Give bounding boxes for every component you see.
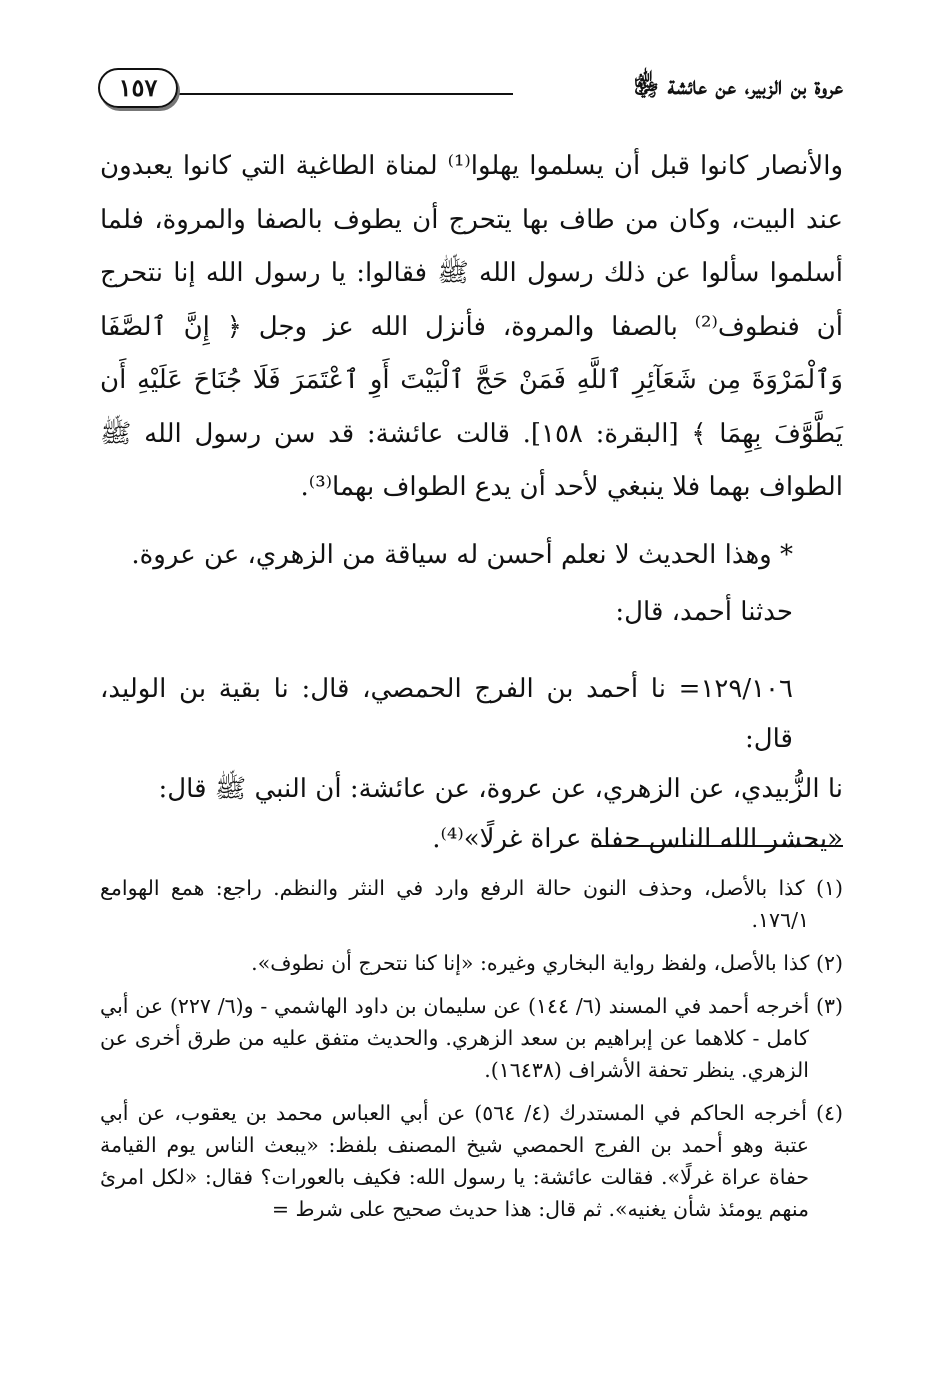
footnote-text: كذا بالأصل، وحذف النون حالة الرفع وارد في النثر والنظم. راجع: همع الهوامع ١٧٦/١. — [100, 876, 809, 932]
hadith-line: «يحشر الله الناس حفاة عراة غرلًا»⁽⁴⁾. — [432, 824, 843, 854]
footnote-text: كذا بالأصل، ولفظ رواية البخاري وغيره: «إنا كنا نتحرج أن نطوف». — [251, 951, 810, 975]
footnote-number: (٢) — [815, 951, 843, 975]
footnote-number: (٣) — [815, 994, 843, 1018]
header-rule — [176, 93, 513, 95]
footnote — [100, 1097, 843, 1225]
hadith-line: نا الزُّبيدي، عن الزهري، عن عروة، عن عائشة: أن النبي ﷺ قال: — [158, 774, 843, 804]
paragraph-text: والأنصار كانوا قبل أن يسلموا يهلوا⁽¹⁾ لمناة الطاغية التي كانوا يعبدون عند البيت، وكان من طاف بها يتحرج أن يطوف بالصفا والمروة، فلما أسلموا سألوا عن ذلك رسول الله ﷺ فقالوا: يا رسول الله إنا نتحرج أن فنطوف⁽²⁾ بالصفا والمروة، فأنزل الله عز وجل ﴿ إِنَّ ٱلصَّفَا وَٱلْمَرْوَةَ مِن شَعَآئِرِ ٱللَّهِ فَمَنْ حَجَّ ٱلْبَيْتَ أَوِ ٱعْتَمَرَ فَلَا جُنَاحَ عَلَيْهِ أَن يَطَّوَّفَ بِهِمَا ﴾ [البقرة: ١٥٨]. قالت عائشة: قد سن رسول الله ﷺ الطواف بهما فلا ينبغي لأحد أن يدع الطواف بهما⁽³⁾. — [100, 151, 843, 502]
page-number: ١٥٧ — [98, 68, 178, 108]
footnote-number: (١) — [815, 876, 843, 900]
main-paragraph — [100, 140, 843, 515]
running-title: عروة بن الزبير، عن عائشة ﵂ — [633, 71, 843, 100]
running-head — [98, 66, 843, 120]
hadith-block — [100, 664, 843, 864]
footnotes — [100, 872, 843, 1236]
footnote — [100, 947, 843, 979]
narration-intro: حدثنا أحمد، قال: — [615, 597, 793, 627]
footnote — [100, 872, 843, 936]
footnote-number: (٤) — [815, 1101, 843, 1125]
hadith-line: ١٢٩/١٠٦= نا أحمد بن الفرج الحمصي، قال: نا بقية بن الوليد، قال: — [100, 674, 793, 754]
footnote-text: أخرجه الحاكم في المستدرك (٤/ ٥٦٤) عن أبي العباس محمد بن يعقوب، عن أبي عتبة وهو أحمد بن الفرج الحمصي شيخ المصنف بلفظ: «يبعث الناس يوم القيامة حفاة عراة غرلًا». فقالت عائشة: يا رسول الله: فكيف بالعورات؟ فقال: «لكل امرئ منهم يومئذ شأن يغنيه». ثم قال: هذا حديث صحيح على شرط = — [100, 1101, 809, 1221]
footnote-separator — [593, 845, 843, 847]
footnote-text: أخرجه أحمد في المسند (٦/ ١٤٤) عن سليمان بن داود الهاشمي - و(٦/ ٢٢٧) عن أبي كامل - كلاهما عن إبراهيم بن سعد الزهري. والحديث متفق عليه من طرق أخرى عن الزهري. ينظر تحفة الأشراف (١٦٤٣٨). — [100, 994, 810, 1082]
remark: * وهذا الحديث لا نعلم أحسن له سياقة من الزهري، عن عروة. — [131, 540, 793, 570]
footnote — [100, 990, 843, 1086]
